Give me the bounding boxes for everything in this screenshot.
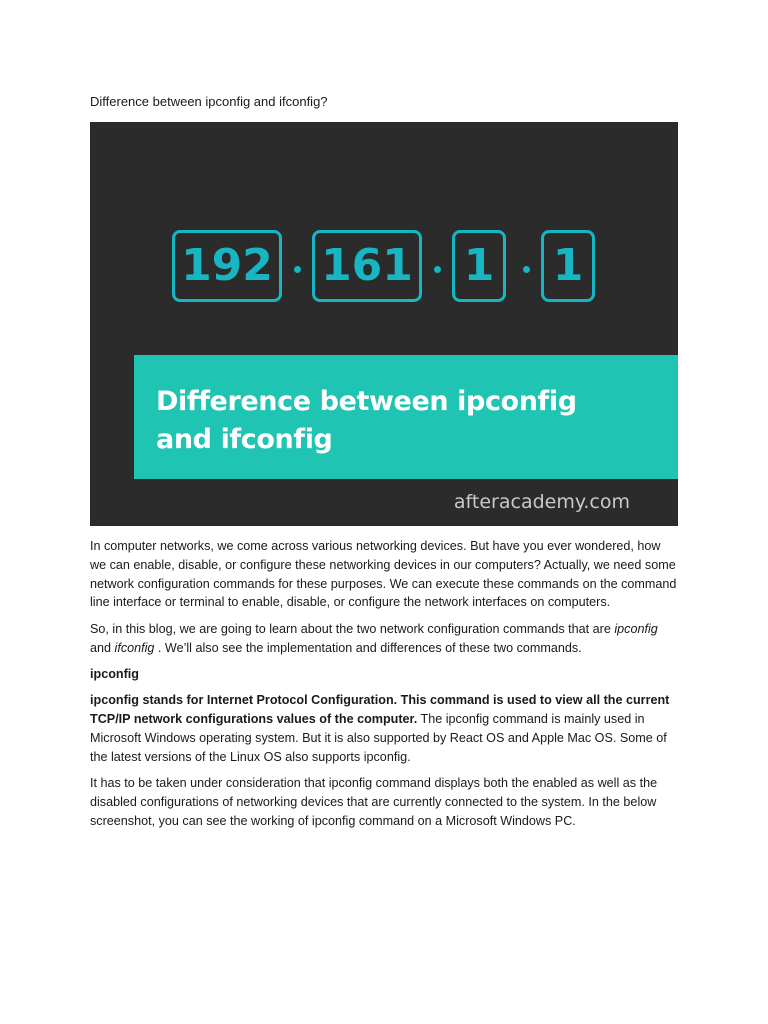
ip-dot-3	[523, 266, 530, 273]
brand-watermark: afteracademy.com	[453, 491, 630, 513]
banner-headline-line2: and ifconfig	[156, 424, 333, 455]
ip-octet-3: 1	[452, 230, 506, 302]
document-title: Difference between ipconfig and ifconfig?	[90, 94, 328, 109]
article-body	[90, 537, 678, 838]
ip-octet-1: 192	[172, 230, 282, 302]
ipconfig-definition-rest: The ipconfig command is mainly used in Microsoft Windows operating system. But it is also supported by React OS and Apple Mac OS. Some of the latest versions of the Linux OS also supports ipconfig.	[90, 712, 667, 764]
paragraph-blog-purpose	[90, 620, 678, 658]
ip-dot-2	[434, 266, 441, 273]
cmd-ipconfig-inline: ipconfig	[614, 621, 658, 636]
paragraph-blog-purpose-start: So, in this blog, we are going to learn about the two network configuration commands that are	[90, 621, 615, 636]
cmd-ifconfig-inline: ifconfig	[114, 640, 155, 655]
paragraph-ipconfig-details: It has to be taken under consideration that ipconfig command displays both the enabled as well as the disabled configurations of networking devices that are currently connected to the system. In the below screenshot, you can see the working of ipconfig command on a Microsoft Windows PC.	[90, 776, 658, 828]
paragraph-blog-purpose-and: and	[90, 640, 115, 655]
headline-band	[134, 355, 678, 479]
paragraph-ipconfig-definition	[90, 691, 678, 766]
paragraph-blog-purpose-end: . We’ll also see the implementation and differences of these two commands.	[154, 640, 582, 655]
ip-octet-4: 1	[541, 230, 595, 302]
article-banner-image	[90, 122, 678, 526]
section-heading-ipconfig: ipconfig	[90, 666, 139, 681]
ipconfig-definition-bold: ipconfig stands for Internet Protocol Configuration. This command is used to view all the current TCP/IP network configurations values of the computer.	[90, 693, 670, 727]
banner-headline-line1: Difference between ipconfig	[156, 386, 577, 417]
paragraph-intro: In computer networks, we come across various networking devices. But have you ever wondered, how we can enable, disable, or configure these networking devices in our computers? Actually, we need some network configuration commands for these purposes. We can execute these commands on the command line interface or terminal to enable, disable, or configure the network interfaces on computers.	[90, 539, 677, 610]
banner-headline	[156, 383, 636, 459]
ip-octet-2: 161	[312, 230, 422, 302]
ip-dot-1	[294, 266, 301, 273]
